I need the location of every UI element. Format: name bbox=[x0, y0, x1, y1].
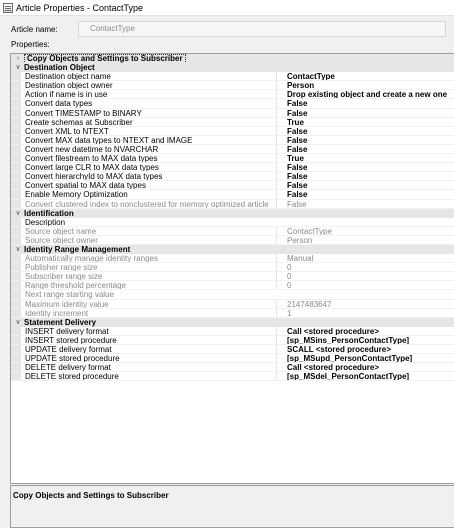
property-value[interactable]: [sp_MSins_PersonContactType] bbox=[276, 336, 454, 345]
row-gutter bbox=[11, 90, 21, 98]
description-panel bbox=[10, 485, 454, 528]
property-name: Create schemas at Subscriber bbox=[25, 117, 133, 127]
property-row-insert-delivery-format[interactable] bbox=[11, 327, 454, 336]
property-name: Next range starting value bbox=[25, 290, 114, 300]
row-gutter bbox=[11, 81, 21, 89]
property-name: Convert clustered index to nonclustered for memory optimized article bbox=[25, 199, 269, 209]
row-gutter bbox=[11, 136, 21, 144]
property-value: Manual bbox=[276, 254, 454, 263]
category-destination-object[interactable] bbox=[11, 63, 454, 72]
property-row-description[interactable] bbox=[11, 218, 454, 227]
property-row-convert-clustered-index-to-nonclustered-for-memory-optimized-article[interactable] bbox=[11, 200, 454, 209]
property-row-convert-timestamp-to-binary[interactable] bbox=[11, 109, 454, 118]
property-value[interactable]: False bbox=[276, 109, 454, 118]
property-name: Destination object owner bbox=[25, 81, 113, 91]
property-name: INSERT delivery format bbox=[25, 326, 109, 336]
collapse-icon[interactable]: ∨ bbox=[15, 209, 21, 217]
property-name: DELETE delivery format bbox=[25, 363, 111, 373]
property-name: Identity increment bbox=[25, 308, 89, 318]
property-value: Person bbox=[276, 236, 454, 245]
property-value: 0 bbox=[276, 263, 454, 272]
property-row-next-range-starting-value[interactable] bbox=[11, 290, 454, 299]
row-gutter bbox=[11, 372, 21, 380]
property-value[interactable]: [sp_MSdel_PersonContactType] bbox=[276, 372, 454, 381]
row-gutter bbox=[11, 118, 21, 126]
row-gutter bbox=[11, 254, 21, 262]
property-value[interactable]: True bbox=[276, 154, 454, 163]
row-gutter bbox=[11, 227, 21, 235]
row-gutter bbox=[11, 363, 21, 371]
property-row-convert-xml-to-ntext[interactable] bbox=[11, 127, 454, 136]
property-value[interactable]: False bbox=[276, 172, 454, 181]
property-name: Destination object name bbox=[25, 72, 111, 82]
property-row-convert-hierarchyid-to-max-data-types[interactable] bbox=[11, 172, 454, 181]
row-gutter bbox=[11, 354, 21, 362]
property-row-update-stored-procedure[interactable] bbox=[11, 354, 454, 363]
property-name: UPDATE delivery format bbox=[25, 345, 112, 354]
property-value[interactable]: Call <stored procedure> bbox=[276, 327, 454, 336]
property-value: 0 bbox=[276, 272, 454, 281]
property-row-convert-spatial-to-max-data-types[interactable] bbox=[11, 181, 454, 190]
window-titlebar bbox=[0, 0, 454, 16]
property-row-convert-data-types[interactable] bbox=[11, 99, 454, 108]
category-identity-range-management[interactable] bbox=[11, 245, 454, 254]
property-value[interactable]: False bbox=[276, 181, 454, 190]
property-name: Subscriber range size bbox=[25, 272, 103, 282]
property-row-automatically-manage-identity-ranges[interactable] bbox=[11, 254, 454, 263]
property-row-create-schemas-at-subscriber[interactable] bbox=[11, 118, 454, 127]
property-value: 1 bbox=[276, 309, 454, 318]
article-name-label: Article name: bbox=[11, 25, 58, 34]
row-gutter bbox=[11, 172, 21, 180]
row-gutter bbox=[11, 145, 21, 153]
property-name: Convert data types bbox=[25, 99, 93, 109]
property-name: Convert MAX data types to NTEXT and IMAGE bbox=[25, 135, 193, 145]
row-gutter bbox=[11, 327, 21, 335]
article-name-field[interactable]: ContactType bbox=[78, 21, 446, 37]
property-name: Convert XML to NTEXT bbox=[25, 126, 109, 136]
property-name: Action if name is in use bbox=[25, 90, 108, 100]
property-name: Source object name bbox=[25, 226, 97, 236]
property-name: Convert TIMESTAMP to BINARY bbox=[25, 108, 142, 118]
property-row-enable-memory-optimization[interactable] bbox=[11, 190, 454, 199]
collapse-icon[interactable]: ∨ bbox=[15, 245, 21, 253]
row-gutter bbox=[11, 190, 21, 198]
row-gutter bbox=[11, 236, 21, 244]
row-gutter bbox=[11, 336, 21, 344]
window-title: Article Properties - ContactType bbox=[16, 2, 144, 13]
property-name: Enable Memory Optimization bbox=[25, 190, 128, 200]
property-grid[interactable] bbox=[10, 53, 454, 484]
property-row-insert-stored-procedure[interactable] bbox=[11, 336, 454, 345]
property-name: DELETE stored procedure bbox=[25, 372, 119, 382]
property-value[interactable]: Drop existing object and create a new one bbox=[276, 90, 454, 99]
category-label: Statement Delivery bbox=[24, 317, 97, 327]
property-name: Convert spatial to MAX data types bbox=[25, 181, 146, 191]
row-gutter bbox=[11, 290, 21, 298]
description-title: Copy Objects and Settings to Subscriber bbox=[13, 491, 169, 500]
property-value[interactable]: False bbox=[276, 163, 454, 172]
property-name: UPDATE stored procedure bbox=[25, 354, 120, 364]
property-value[interactable]: Call <stored procedure> bbox=[276, 363, 454, 372]
collapse-icon[interactable]: ∨ bbox=[15, 64, 21, 72]
category-label: Copy Objects and Settings to Subscriber bbox=[11, 54, 186, 63]
property-row-destination-object-name[interactable] bbox=[11, 72, 454, 81]
property-value: False bbox=[276, 200, 454, 209]
row-gutter bbox=[11, 163, 21, 171]
row-gutter bbox=[11, 127, 21, 135]
category-label: Destination Object bbox=[24, 63, 95, 73]
collapse-icon[interactable]: ∨ bbox=[15, 318, 21, 326]
category-copy-objects-and-settings-to-subscriber[interactable] bbox=[11, 54, 454, 63]
property-name: Convert hierarchyId to MAX data types bbox=[25, 172, 163, 182]
row-gutter bbox=[11, 200, 21, 208]
category-identification[interactable] bbox=[11, 209, 454, 218]
property-value: ContactType bbox=[276, 227, 454, 236]
property-value[interactable]: False bbox=[276, 190, 454, 199]
row-gutter bbox=[11, 218, 21, 226]
property-name: Description bbox=[25, 217, 66, 227]
expand-icon[interactable]: › bbox=[16, 55, 20, 62]
property-name: Convert filestream to MAX data types bbox=[25, 154, 158, 164]
property-name: INSERT stored procedure bbox=[25, 335, 117, 345]
property-name: Maximum identity value bbox=[25, 299, 109, 309]
property-value[interactable]: True bbox=[276, 118, 454, 127]
property-value: 0 bbox=[276, 281, 454, 290]
property-row-convert-filestream-to-max-data-types[interactable] bbox=[11, 154, 454, 163]
property-row-convert-large-clr-to-max-data-types[interactable] bbox=[11, 163, 454, 172]
property-name: Source object owner bbox=[25, 235, 98, 245]
row-gutter bbox=[11, 109, 21, 117]
property-row-destination-object-owner[interactable] bbox=[11, 81, 454, 90]
row-gutter bbox=[11, 72, 21, 80]
property-value: 2147483647 bbox=[276, 300, 454, 309]
row-gutter bbox=[11, 345, 21, 353]
category-label: Identification bbox=[24, 208, 74, 218]
properties-window-icon bbox=[3, 3, 13, 13]
property-row-subscriber-range-size[interactable] bbox=[11, 272, 454, 281]
row-gutter bbox=[11, 281, 21, 289]
row-gutter bbox=[11, 300, 21, 308]
property-row-source-object-owner[interactable] bbox=[11, 236, 454, 245]
row-gutter bbox=[11, 309, 21, 317]
properties-label: Properties: bbox=[11, 40, 50, 49]
property-row-update-delivery-format[interactable] bbox=[11, 345, 454, 354]
property-row-action-if-name-is-in-use[interactable] bbox=[11, 90, 454, 99]
row-gutter bbox=[11, 181, 21, 189]
category-label: Identity Range Management bbox=[24, 244, 131, 254]
property-row-convert-max-data-types-to-ntext-and-image[interactable] bbox=[11, 136, 454, 145]
property-value[interactable]: False bbox=[276, 127, 454, 136]
row-gutter bbox=[11, 99, 21, 107]
property-row-delete-delivery-format[interactable] bbox=[11, 363, 454, 372]
property-name: Convert new datetime to NVARCHAR bbox=[25, 144, 159, 154]
property-row-identity-increment[interactable] bbox=[11, 309, 454, 318]
property-row-publisher-range-size[interactable] bbox=[11, 263, 454, 272]
property-value[interactable]: False bbox=[276, 136, 454, 145]
row-gutter bbox=[11, 263, 21, 271]
category-statement-delivery[interactable] bbox=[11, 318, 454, 327]
property-name: Automatically manage identity ranges bbox=[25, 254, 158, 264]
property-value[interactable]: ContactType bbox=[276, 72, 454, 81]
property-row-source-object-name[interactable] bbox=[11, 227, 454, 236]
property-name: Range threshold percentage bbox=[25, 281, 126, 291]
property-value[interactable]: False bbox=[276, 145, 454, 154]
property-row-range-threshold-percentage[interactable] bbox=[11, 281, 454, 290]
property-row-delete-stored-procedure[interactable] bbox=[11, 372, 454, 381]
property-name: Convert large CLR to MAX data types bbox=[25, 163, 159, 173]
row-gutter bbox=[11, 272, 21, 280]
property-value[interactable]: False bbox=[276, 99, 454, 108]
property-value[interactable]: [sp_MSupd_PersonContactType] bbox=[276, 354, 454, 363]
row-gutter bbox=[11, 154, 21, 162]
property-value[interactable]: SCALL <stored procedure> bbox=[276, 345, 454, 354]
property-row-convert-new-datetime-to-nvarchar[interactable] bbox=[11, 145, 454, 154]
property-row-maximum-identity-value[interactable] bbox=[11, 300, 454, 309]
property-value[interactable]: Person bbox=[276, 81, 454, 90]
property-name: Publisher range size bbox=[25, 263, 98, 273]
